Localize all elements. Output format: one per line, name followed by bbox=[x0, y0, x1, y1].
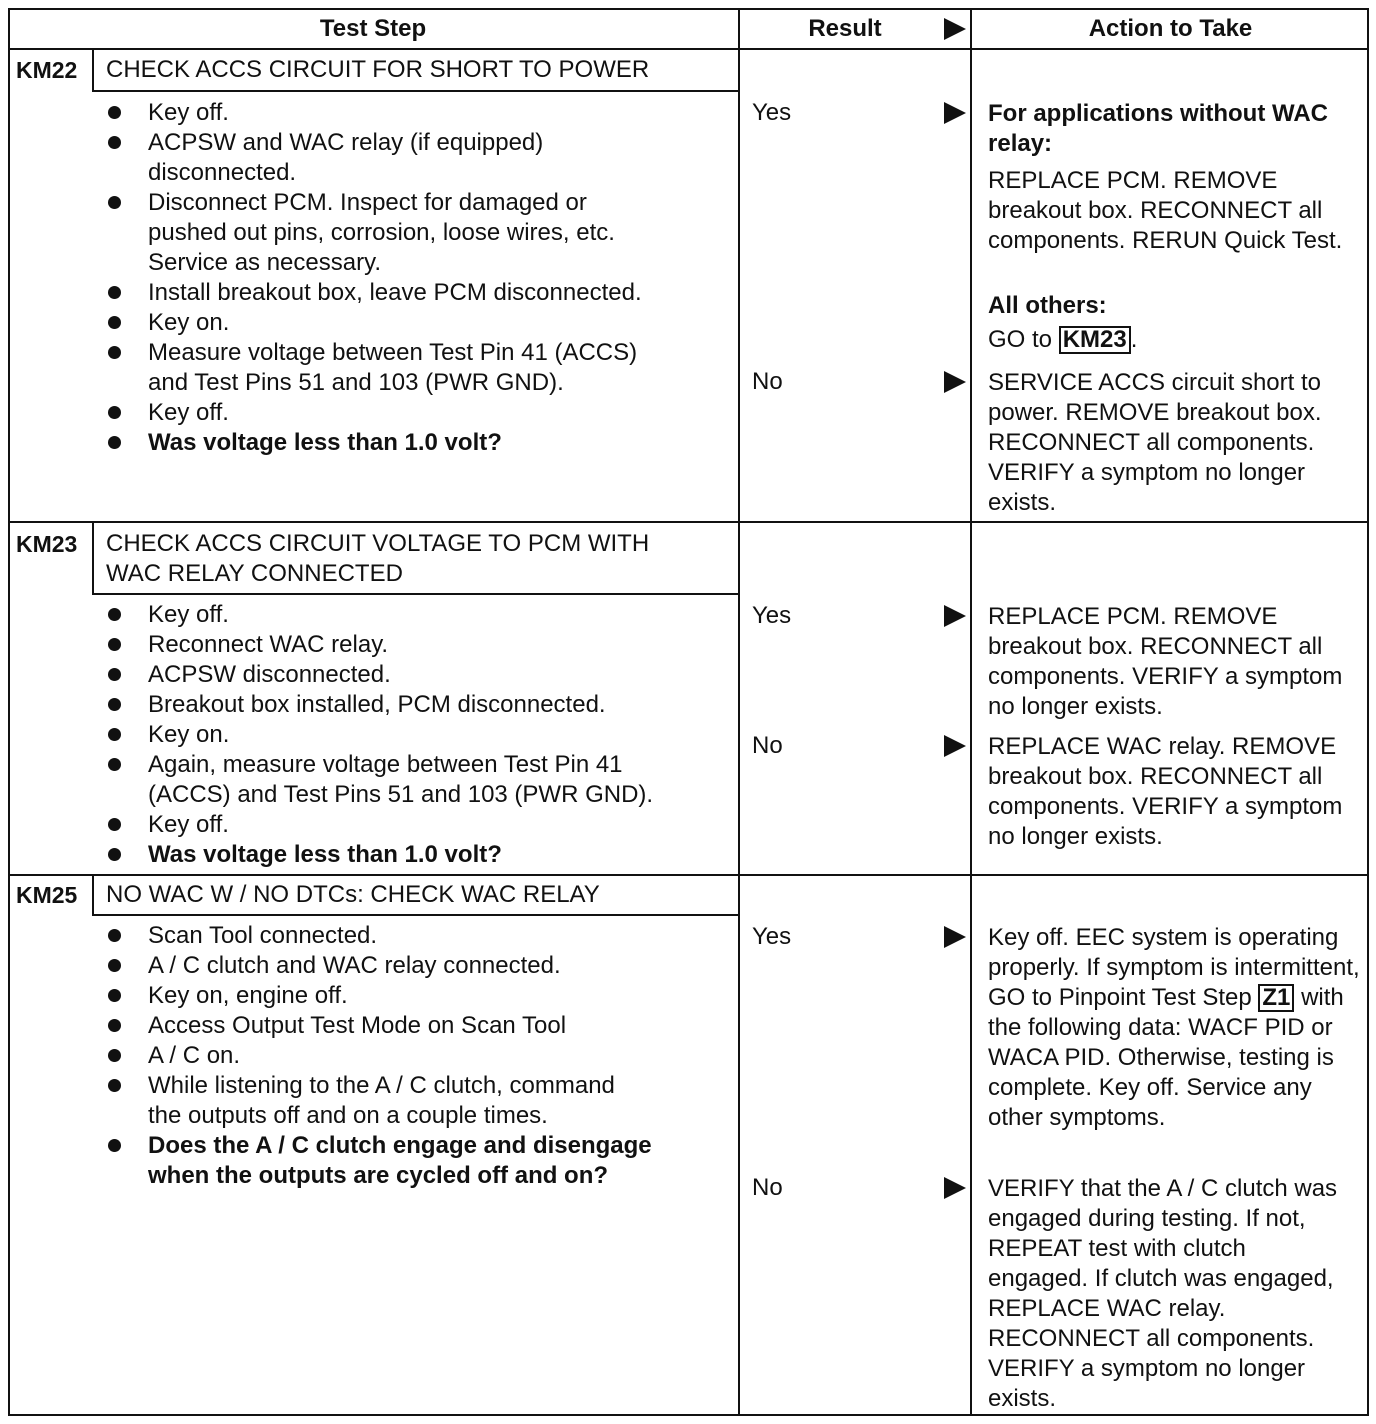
list-item: Was voltage less than 1.0 volt? bbox=[108, 428, 642, 458]
title-underline-km22 bbox=[92, 90, 738, 92]
list-item: pushed out pins, corrosion, loose wires, etc. bbox=[148, 219, 615, 246]
result-yes-km25: Yes bbox=[752, 923, 792, 950]
title-underline-km25 bbox=[92, 914, 738, 916]
column-divider-action bbox=[970, 8, 972, 1416]
row-divider bbox=[8, 874, 1369, 876]
column-divider-result bbox=[738, 8, 740, 1416]
list-item: Key off. bbox=[108, 810, 653, 840]
bullet-icon bbox=[108, 1019, 121, 1032]
bullet-icon bbox=[108, 1079, 121, 1092]
list-item: disconnected. bbox=[148, 159, 297, 186]
list-item: Access Output Test Mode on Scan Tool bbox=[108, 1011, 652, 1041]
list-item: Scan Tool connected. bbox=[108, 921, 652, 951]
header-result: Result bbox=[808, 15, 882, 42]
list-item: Key on, engine off. bbox=[108, 981, 652, 1011]
diagnostic-table bbox=[8, 8, 1369, 1416]
bullet-icon bbox=[108, 668, 121, 681]
step-reference: KM23 bbox=[1059, 326, 1131, 354]
bullet-icon bbox=[108, 698, 121, 711]
bullet-icon bbox=[108, 1049, 121, 1062]
result-yes-km22: Yes bbox=[752, 99, 792, 126]
header-action: Action to Take bbox=[1088, 15, 1253, 42]
step-code-km23: KM23 bbox=[16, 531, 78, 557]
step-title-km22: CHECK ACCS CIRCUIT FOR SHORT TO POWER bbox=[106, 56, 650, 83]
list-item: Again, measure voltage between Test Pin 41 bbox=[108, 750, 653, 780]
action-no-km22: SERVICE ACCS circuit short to power. REMOVE breakout box. RECONNECT all components. VERIFY a symptom no longer exists. bbox=[988, 369, 1322, 516]
list-item: ACPSW disconnected. bbox=[108, 660, 653, 690]
list-item: when the outputs are cycled off and on? bbox=[148, 1162, 609, 1189]
list-item: (ACCS) and Test Pins 51 and 103 (PWR GND). bbox=[148, 781, 654, 808]
result-no-km25: No bbox=[752, 1174, 783, 1201]
list-item: A / C on. bbox=[108, 1041, 652, 1071]
arrow-icon bbox=[944, 605, 966, 627]
row-divider bbox=[8, 521, 1369, 523]
bullet-icon bbox=[108, 106, 121, 119]
bullet-icon bbox=[108, 929, 121, 942]
list-item: A / C clutch and WAC relay connected. bbox=[108, 951, 652, 981]
action-yes-km22: REPLACE PCM. REMOVE breakout box. RECONNECT all components. RERUN Quick Test. bbox=[988, 167, 1343, 254]
action-no-km25: VERIFY that the A / C clutch was engaged during testing. If not, REPEAT test with clutch engaged. If clutch was engaged, REPLACE WAC relay. RECONNECT all components. VERIFY a symptom no longer exists. bbox=[988, 1175, 1338, 1412]
bullet-icon bbox=[108, 316, 121, 329]
action-others-heading-km22: All others: bbox=[988, 292, 1107, 319]
bullet-icon bbox=[108, 728, 121, 741]
step-reference: Z1 bbox=[1258, 984, 1294, 1012]
action-yes-km23: REPLACE PCM. REMOVE breakout box. RECONNECT all components. VERIFY a symptom no longer exists. bbox=[988, 603, 1343, 720]
bullet-icon bbox=[108, 436, 121, 449]
list-item: While listening to the A / C clutch, command bbox=[108, 1071, 652, 1101]
bullet-icon bbox=[108, 848, 121, 861]
result-yes-km23: Yes bbox=[752, 602, 792, 629]
list-item: and Test Pins 51 and 103 (PWR GND). bbox=[148, 369, 564, 396]
step-title-km23-line1: CHECK ACCS CIRCUIT VOLTAGE TO PCM WITH bbox=[106, 530, 650, 557]
header-arrow-icon bbox=[944, 18, 966, 40]
list-item: Breakout box installed, PCM disconnected. bbox=[108, 690, 653, 720]
action-yes-km25: Key off. EEC system is operating properly. If symptom is intermittent, GO to Pinpoint Test Step Z1 with the following data: WACF PID or WACA PID. Otherwise, testing is complete. Key off. Service any other symptoms. bbox=[988, 924, 1360, 1131]
bullet-icon bbox=[108, 1139, 121, 1152]
list-item: Key off. bbox=[108, 398, 642, 428]
arrow-icon bbox=[944, 371, 966, 393]
code-divider-km25 bbox=[92, 876, 94, 914]
arrow-icon bbox=[944, 102, 966, 124]
list-item: the outputs off and on a couple times. bbox=[148, 1102, 548, 1129]
arrow-icon bbox=[944, 735, 966, 757]
bullet-icon bbox=[108, 608, 121, 621]
list-item: Install breakout box, leave PCM disconnected. bbox=[108, 278, 642, 308]
bullet-icon bbox=[108, 136, 121, 149]
step-list-km25 bbox=[108, 921, 652, 1191]
list-item: Was voltage less than 1.0 volt? bbox=[108, 840, 653, 870]
list-item: Measure voltage between Test Pin 41 (ACCS) bbox=[108, 338, 642, 368]
title-underline-km23 bbox=[92, 593, 738, 595]
result-no-km23: No bbox=[752, 732, 783, 759]
header-test-step: Test Step bbox=[319, 15, 427, 42]
bullet-icon bbox=[108, 196, 121, 209]
list-item: Service as necessary. bbox=[148, 249, 381, 276]
bullet-icon bbox=[108, 346, 121, 359]
list-item: Key off. bbox=[108, 600, 653, 630]
list-item: Key on. bbox=[108, 720, 653, 750]
arrow-icon bbox=[944, 926, 966, 948]
list-item: Key on. bbox=[108, 308, 642, 338]
list-item: Key off. bbox=[108, 98, 642, 128]
bullet-icon bbox=[108, 959, 121, 972]
header-divider bbox=[8, 48, 1369, 50]
list-item: Reconnect WAC relay. bbox=[108, 630, 653, 660]
list-item: ACPSW and WAC relay (if equipped) bbox=[108, 128, 642, 158]
code-divider-km23 bbox=[92, 523, 94, 593]
arrow-icon bbox=[944, 1177, 966, 1199]
bullet-icon bbox=[108, 286, 121, 299]
step-title-km25: NO WAC W / NO DTCs: CHECK WAC RELAY bbox=[106, 881, 600, 908]
code-divider-km22 bbox=[92, 50, 94, 90]
bullet-icon bbox=[108, 638, 121, 651]
bullet-icon bbox=[108, 989, 121, 1002]
bullet-icon bbox=[108, 758, 121, 771]
action-heading-km22: For applications without WAC relay: bbox=[988, 100, 1328, 157]
step-code-km22: KM22 bbox=[16, 57, 78, 83]
action-goto-km22: GO to KM23 . bbox=[988, 326, 1138, 353]
bullet-icon bbox=[108, 406, 121, 419]
bullet-icon bbox=[108, 818, 121, 831]
step-code-km25: KM25 bbox=[16, 882, 78, 908]
step-list-km22 bbox=[108, 98, 642, 458]
action-no-km23: REPLACE WAC relay. REMOVE breakout box. RECONNECT all components. VERIFY a symptom no longer exists. bbox=[988, 733, 1343, 850]
step-list-km23 bbox=[108, 600, 653, 870]
result-no-km22: No bbox=[752, 368, 783, 395]
list-item: Disconnect PCM. Inspect for damaged or bbox=[108, 188, 642, 218]
step-title-km23-line2: WAC RELAY CONNECTED bbox=[106, 560, 403, 587]
list-item: Does the A / C clutch engage and disengage bbox=[108, 1131, 652, 1161]
